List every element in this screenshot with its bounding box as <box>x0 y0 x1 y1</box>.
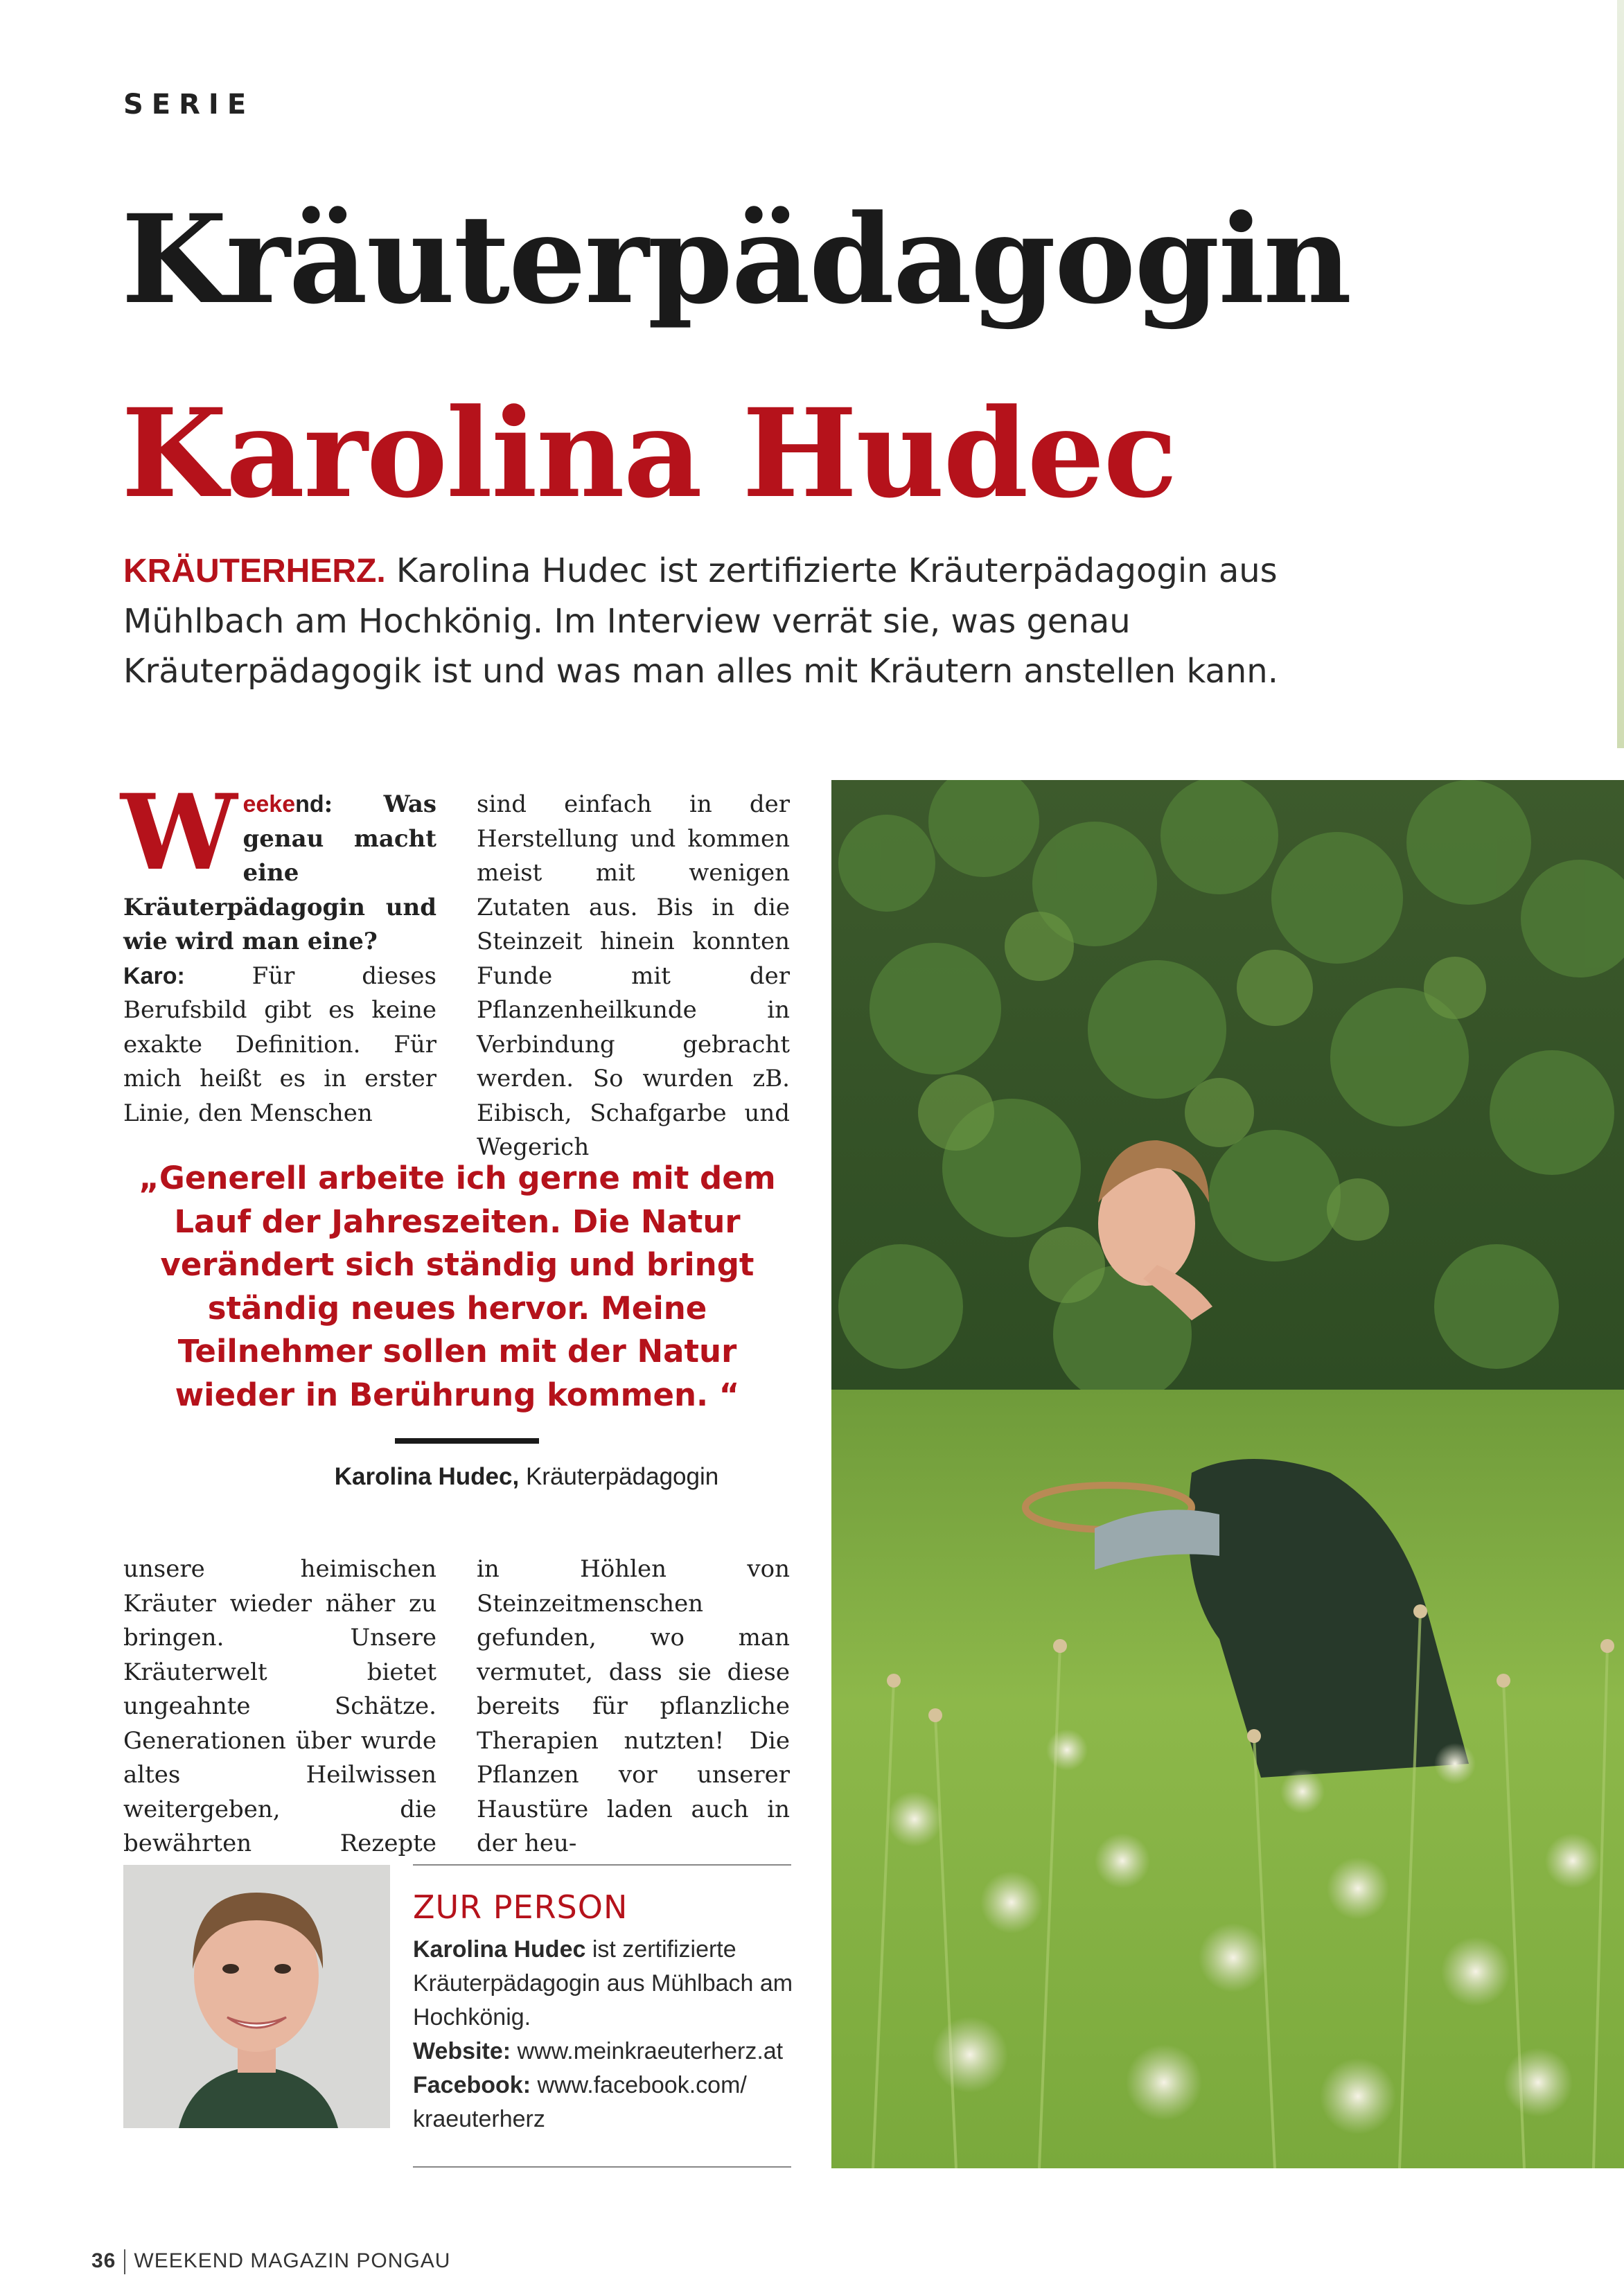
weekend-word-rest: nd <box>295 791 324 817</box>
answer-label: Karo: <box>123 962 185 989</box>
person-name: Karolina Hudec <box>413 1936 586 1963</box>
quote-divider <box>395 1438 539 1444</box>
box-rule-top <box>413 1864 791 1866</box>
quote-author: Karolina Hudec, <box>334 1463 520 1490</box>
page-footer <box>91 2249 450 2274</box>
person-bio: ist zertifizierte Kräuterpädagogin aus Mühlbach am Hochkönig. <box>413 1936 793 2030</box>
website-label: Website: <box>413 2038 511 2064</box>
interview-question: : Was genau macht eine Kräuterpädagogin und wie wird man eine? <box>123 790 436 955</box>
article-column-3: unsere heimischen Kräuter wieder näher zu bringen. Unsere Kräuterwelt bietet ungeahnte Schätze. Generationen über wurde altes Heilwissen weitergeben, die bewährten Rezepte <box>123 1555 436 1857</box>
website-link[interactable]: www.meinkraeuterherz.at <box>511 2038 784 2064</box>
page-number: 36 <box>91 2249 116 2272</box>
article-column-2: sind einfach in der Herstellung und kommen meist mit wenigen Zutaten aus. Bis in die Steinzeit hinein konnten Funde mit der Pflanzenheilkunde in Verbindung gebracht werden. So wurden zB. Eibisch, Schafgarbe und Wegerich <box>477 790 790 1161</box>
quote-role: Kräuterpädagogin <box>519 1463 719 1490</box>
title-line-1: Kräuterpädagogin <box>121 188 1351 331</box>
drop-cap: W <box>121 772 238 894</box>
intro-paragraph <box>123 546 1391 696</box>
article-column-1 <box>121 772 436 1131</box>
intro-kicker: KRÄUTERHERZ. <box>123 553 386 590</box>
intro-text: Karolina Hudec ist zertifizierte Kräuterpädagogin aus Mühlbach am Hochkönig. Im Interview verrät sie, was genau Kräuterpädagogik ist und was man alles mit Kräutern anstellen kann. <box>123 551 1278 691</box>
portrait-photo <box>123 1865 390 2128</box>
magazine-name: WEEKEND MAGAZIN PONGAU <box>134 2249 451 2272</box>
zur-person-text <box>413 1933 801 2136</box>
page-edge-strip <box>1617 0 1624 748</box>
facebook-label: Facebook: <box>413 2072 531 2098</box>
box-rule-bottom <box>413 2166 791 2168</box>
quote-attribution <box>139 1463 915 1491</box>
facebook-link[interactable]: www.facebook.com/ kraeuterherz <box>413 2072 747 2132</box>
answer-text: Für dieses Berufsbild gibt es keine exakte Definition. Für mich heißt es in erster Linie, den Menschen <box>123 962 436 1127</box>
weekend-word-accent: eeke <box>242 791 296 817</box>
title-line-2: Karolina Hudec <box>121 382 1176 525</box>
series-label: SERIE <box>123 89 255 121</box>
pull-quote: „Generell arbeite ich gerne mit dem Lauf der Jahreszeiten. Die Natur verändert sich ständig und bringt ständig neues hervor. Meine Teilnehmer sollen mit der Natur wieder in Berührung kommen. “ <box>139 1160 776 1413</box>
article-column-4: in Höhlen von Steinzeitmenschen gefunden, wo man vermutet, dass sie diese bereits für pflanzliche Therapien nutzten! Die Pflanzen vor unserer Haustüre laden auch in der heu- <box>477 1555 790 1857</box>
zur-person-title: ZUR PERSON <box>413 1888 628 1926</box>
meadow-photo <box>831 780 1624 2168</box>
footer-separator <box>124 2249 125 2274</box>
